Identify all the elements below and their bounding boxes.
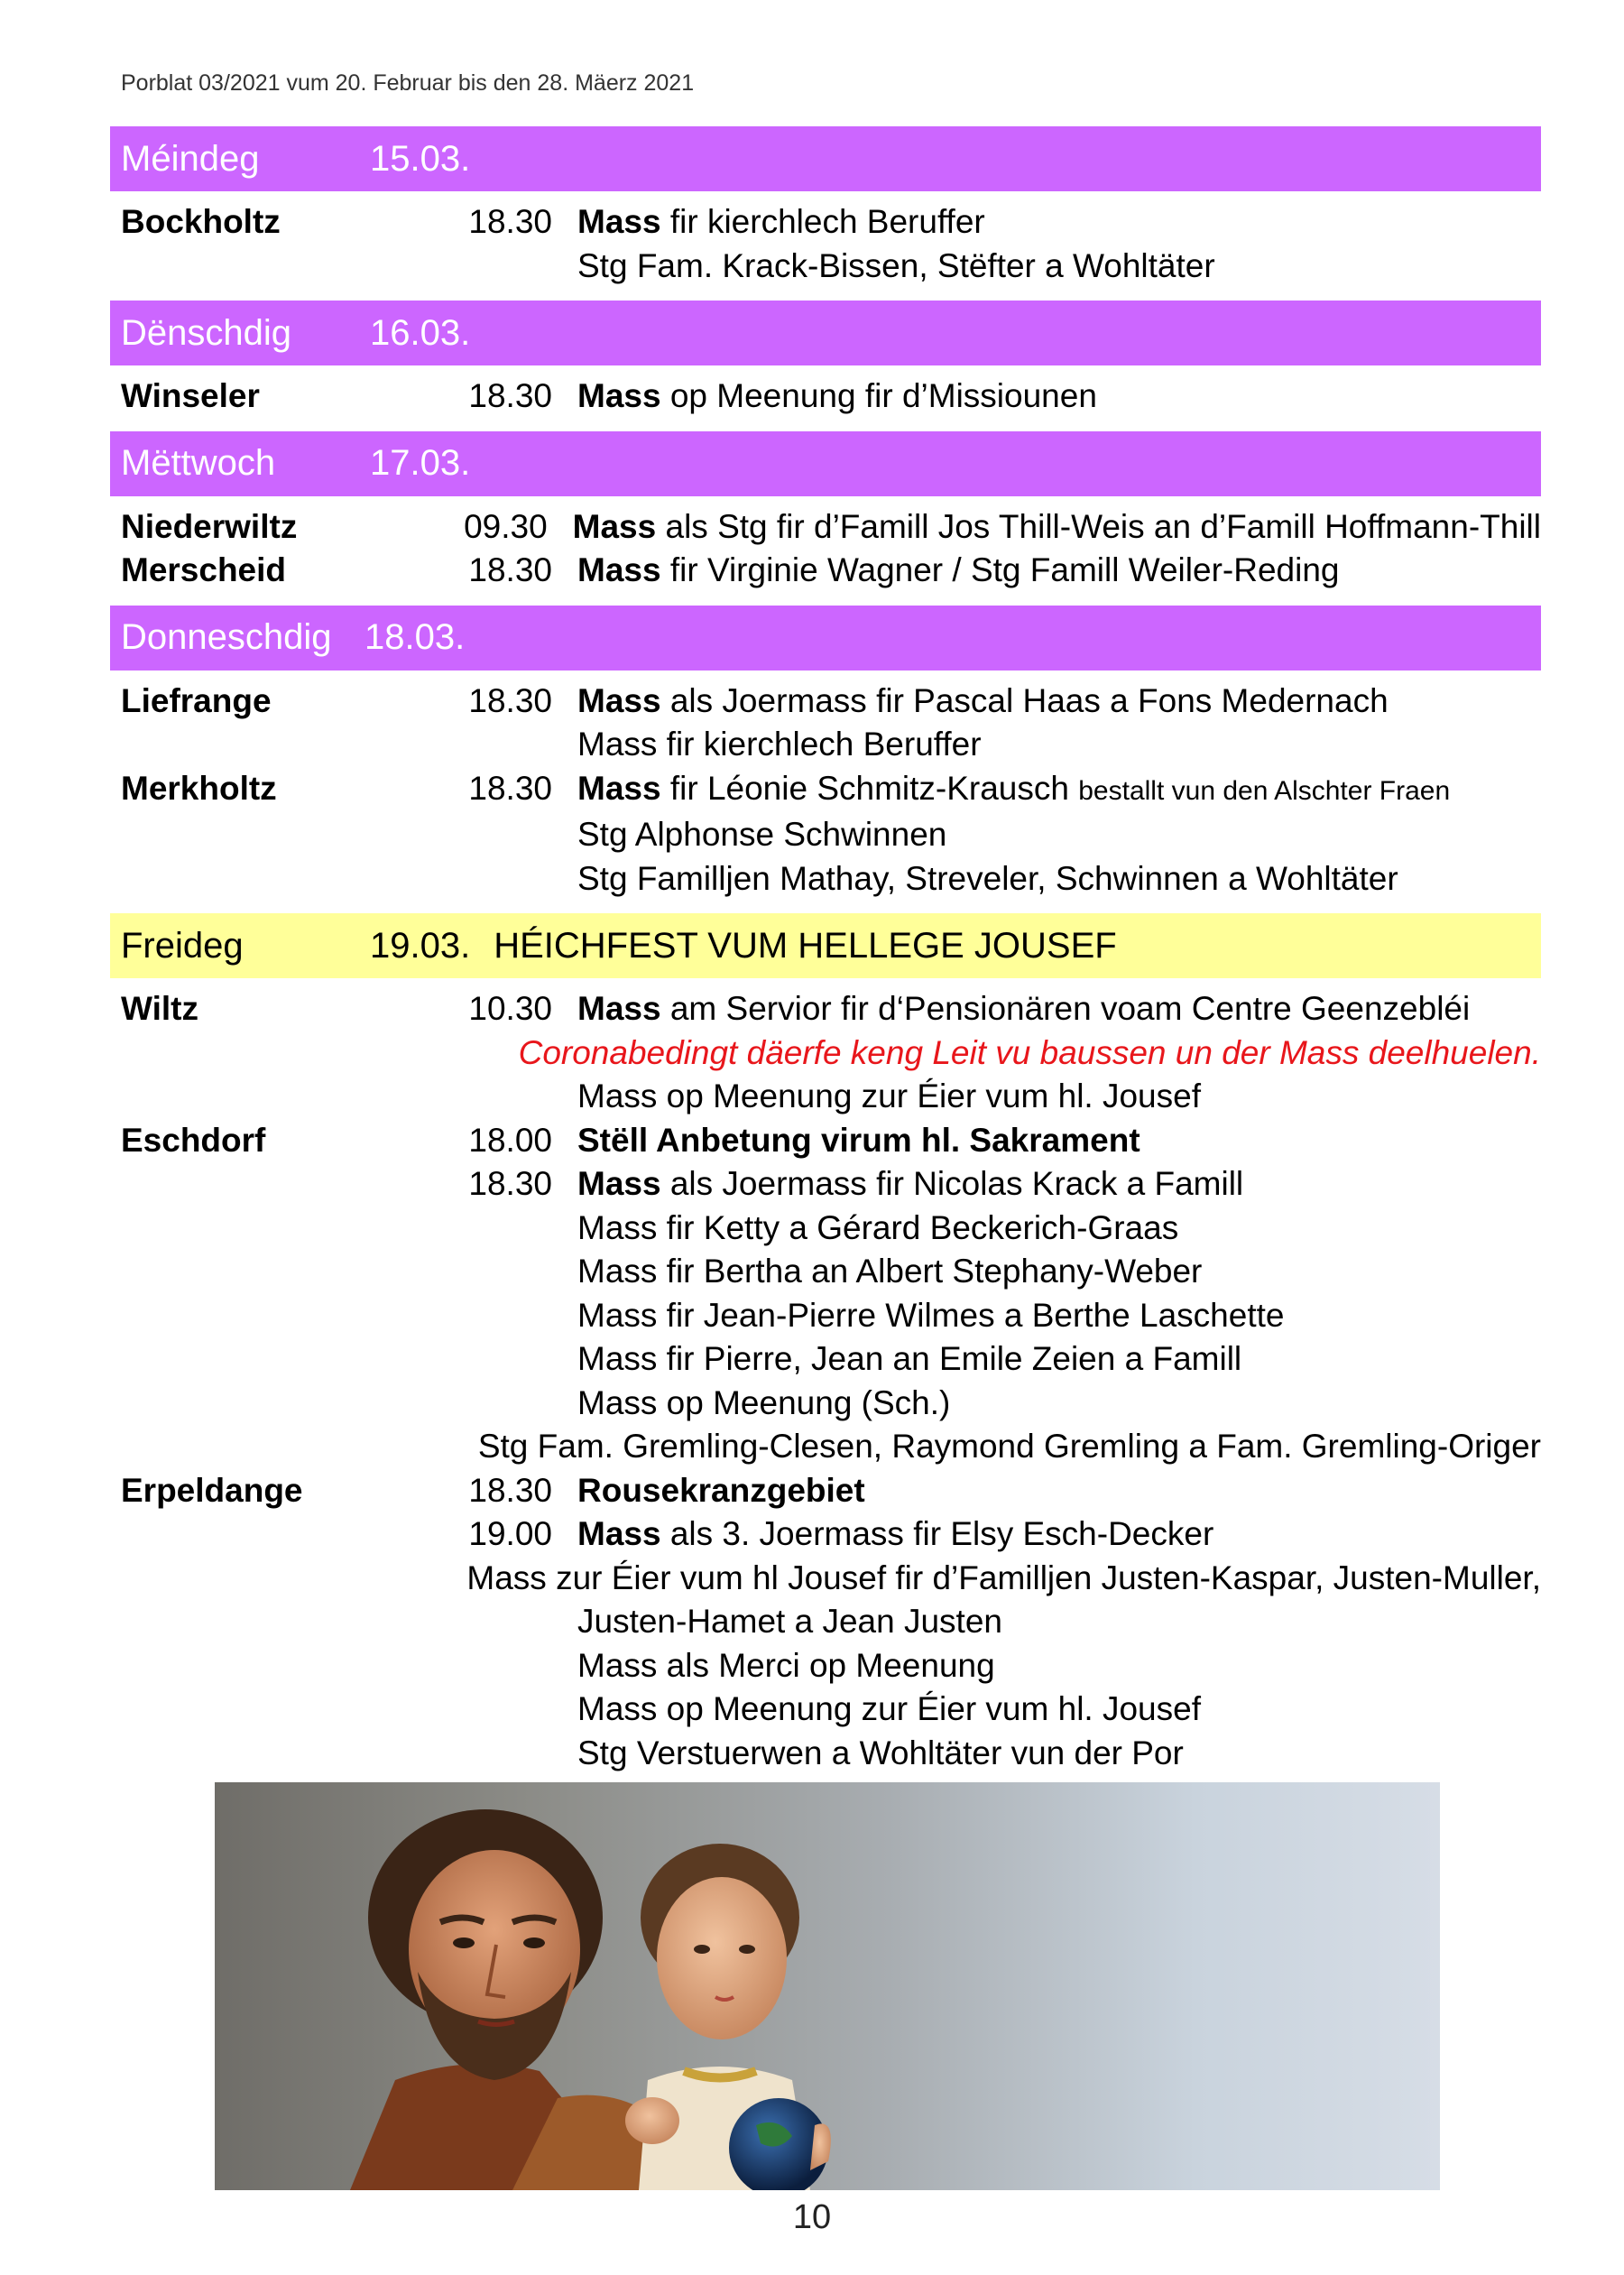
schedule-entry — [110, 375, 1541, 419]
schedule-entry-continued — [110, 1600, 1541, 1644]
mass-time: 18.30 — [468, 377, 552, 414]
schedule-entry-continued — [110, 1425, 1541, 1469]
day-name: Méindeg — [121, 138, 260, 179]
schedule-entry — [110, 1512, 1541, 1557]
day-header-wednesday — [110, 431, 1541, 496]
schedule-entry-continued — [110, 1207, 1541, 1251]
mass-intention — [577, 767, 1541, 814]
intention-text: Mass fir Ketty a Gérard Beckerich-Graas — [577, 1208, 1179, 1246]
schedule-entry — [110, 1162, 1541, 1207]
intention-text: Justen-Hamet a Jean Justen — [577, 1603, 1002, 1640]
event-title: Rousekranzgebiet — [577, 1471, 865, 1509]
mass-time: 18.30 — [468, 1165, 552, 1202]
day-header-tuesday — [110, 301, 1541, 365]
rosary-label — [577, 1469, 1541, 1513]
mass-label: Mass — [577, 551, 661, 588]
intention-text: op Meenung fir d’Missiounen — [660, 377, 1097, 414]
schedule-entry-continued — [110, 1075, 1541, 1119]
schedule-entry-continued — [110, 1644, 1541, 1688]
schedule-entry-continued — [110, 1031, 1541, 1076]
schedule-entry-continued — [110, 813, 1541, 857]
mass-time: 18.30 — [468, 203, 552, 240]
schedule-entry — [110, 200, 1541, 245]
mass-time: 19.00 — [468, 1515, 552, 1552]
intention-text: als Stg fir d’Famill Jos Thill-Weis an d’Famill Hoffmann-Thill — [656, 507, 1541, 545]
day-header-monday — [110, 126, 1541, 191]
mass-intention — [577, 1162, 1541, 1207]
day-name: Donneschdig — [121, 617, 332, 657]
day-name: Dënschdig — [121, 312, 292, 353]
mass-time: 18.30 — [468, 551, 552, 588]
day-date: 19.03. — [370, 925, 471, 966]
intention-text: Mass fir Jean-Pierre Wilmes a Berthe Laschette — [577, 1296, 1285, 1334]
intention-text: Mass fir Pierre, Jean an Emile Zeien a Famill — [577, 1340, 1242, 1377]
mass-label: Mass — [577, 681, 661, 719]
day-date: 17.03. — [370, 443, 471, 483]
day-date: 18.03. — [364, 617, 466, 657]
intention-text: Mass als Merci op Meenung — [577, 1646, 995, 1684]
schedule-entry-continued — [110, 1732, 1541, 1776]
mass-time: 09.30 — [464, 507, 548, 545]
place-name: Liefrange — [121, 681, 272, 719]
adoration-label — [577, 1119, 1541, 1163]
intention-text: Stg Verstuerwen a Wohltäter vun der Por — [577, 1734, 1184, 1771]
intention-text: als Joermass fir Nicolas Krack a Famill — [660, 1165, 1244, 1202]
mass-intention — [577, 1512, 1541, 1557]
intention-text: als 3. Joermass fir Elsy Esch-Decker — [660, 1515, 1214, 1552]
place-name: Eschdorf — [121, 1121, 266, 1159]
intention-text: Mass fir kierchlech Beruffer — [577, 726, 982, 763]
intention-text: fir Léonie Schmitz-Krausch — [660, 769, 1079, 807]
intention-text: Mass op Meenung zur Éier vum hl. Jousef — [577, 1690, 1201, 1727]
mass-intention — [577, 200, 1541, 245]
mass-label: Mass — [577, 990, 661, 1027]
schedule-group — [110, 505, 1541, 593]
intention-text: Mass op Meenung (Sch.) — [577, 1383, 951, 1421]
mass-label: Mass — [577, 377, 661, 414]
intention-text: Stg Familljen Mathay, Streveler, Schwinnen a Wohltäter — [577, 859, 1398, 897]
mass-intention — [573, 505, 1541, 550]
intention-text: Mass zur Éier vum hl Jousef fir d’Familljen Justen-Kaspar, Justen-Muller, — [466, 1558, 1541, 1596]
intention-text: fir Virginie Wagner / Stg Famill Weiler-Reding — [660, 551, 1340, 588]
schedule-entry — [110, 1469, 1541, 1513]
intention-text: Stg Alphonse Schwinnen — [577, 816, 947, 853]
place-name: Erpeldange — [121, 1471, 303, 1509]
feast-title: HÉICHFEST VUM HELLEGE JOUSEF — [494, 925, 1117, 966]
place-name: Winseler — [121, 377, 260, 414]
schedule-entry — [110, 680, 1541, 724]
day-date: 16.03. — [370, 312, 471, 353]
intention-note: bestallt vun den Alschter Fraen — [1078, 775, 1451, 806]
mass-intention — [577, 680, 1541, 724]
day-name: Freideg — [121, 925, 244, 966]
mass-intention — [577, 375, 1541, 419]
schedule-entry-continued — [110, 245, 1541, 289]
intention-text: Stg Fam. Krack-Bissen, Stëfter a Wohltäter — [577, 246, 1215, 284]
corona-notice: Coronabedingt däerfe keng Leit vu baussen un der Mass deelhuelen. — [518, 1033, 1541, 1071]
place-name: Wiltz — [121, 990, 198, 1027]
intention-text: Mass op Meenung zur Éier vum hl. Jousef — [577, 1077, 1201, 1114]
intention-text: Stg Fam. Gremling-Clesen, Raymond Gremling a Fam. Gremling-Origer — [477, 1428, 1541, 1465]
mass-time: 18.30 — [468, 769, 552, 807]
schedule-entry-continued — [110, 1294, 1541, 1338]
schedule-entry-continued — [110, 723, 1541, 767]
saint-joseph-statue-photo — [215, 1782, 1440, 2190]
day-date: 15.03. — [370, 138, 471, 179]
mass-label: Mass — [577, 203, 661, 240]
schedule-entry-continued — [110, 1557, 1541, 1601]
statue-illustration — [215, 1782, 1440, 2190]
mass-label: Mass — [572, 507, 657, 545]
mass-label: Mass — [577, 1165, 661, 1202]
day-name: Mëttwoch — [121, 443, 276, 483]
schedule-entry-continued — [110, 857, 1541, 902]
schedule-entry-continued — [110, 1382, 1541, 1426]
schedule-entry-continued — [110, 1250, 1541, 1294]
mass-schedule — [110, 126, 1541, 1788]
day-header-thursday — [110, 606, 1541, 670]
page-header: Porblat 03/2021 vum 20. Februar bis den 28. Mäerz 2021 — [121, 70, 695, 96]
intention-text: am Servior fir d‘Pensionären voam Centre Geenzebléi — [660, 990, 1471, 1027]
schedule-entry-continued — [110, 1337, 1541, 1382]
intention-text: Mass fir Bertha an Albert Stephany-Weber — [577, 1253, 1203, 1290]
schedule-group — [110, 200, 1541, 288]
page-number: 10 — [792, 2198, 832, 2236]
schedule-group — [110, 680, 1541, 902]
schedule-group — [110, 987, 1541, 1775]
day-header-friday-feast — [110, 913, 1541, 978]
place-name: Merkholtz — [121, 769, 277, 807]
mass-time: 18.30 — [468, 681, 552, 719]
place-name: Merscheid — [121, 551, 287, 588]
schedule-entry — [110, 1119, 1541, 1163]
mass-label: Mass — [577, 769, 661, 807]
schedule-group — [110, 375, 1541, 419]
schedule-entry — [110, 767, 1541, 814]
schedule-entry-continued — [110, 1688, 1541, 1732]
mass-intention — [577, 549, 1541, 593]
schedule-entry — [110, 549, 1541, 593]
mass-intention — [577, 987, 1541, 1031]
intention-text: als Joermass fir Pascal Haas a Fons Medernach — [660, 681, 1389, 719]
place-name: Niederwiltz — [121, 507, 298, 545]
event-title: Stëll Anbetung virum hl. Sakrament — [577, 1121, 1140, 1159]
intention-text: fir kierchlech Beruffer — [660, 203, 985, 240]
event-time: 18.00 — [468, 1121, 552, 1159]
schedule-entry — [110, 987, 1541, 1031]
mass-time: 10.30 — [468, 990, 552, 1027]
place-name: Bockholtz — [121, 203, 281, 240]
event-time: 18.30 — [468, 1471, 552, 1509]
schedule-entry — [110, 505, 1541, 550]
mass-label: Mass — [577, 1515, 661, 1552]
